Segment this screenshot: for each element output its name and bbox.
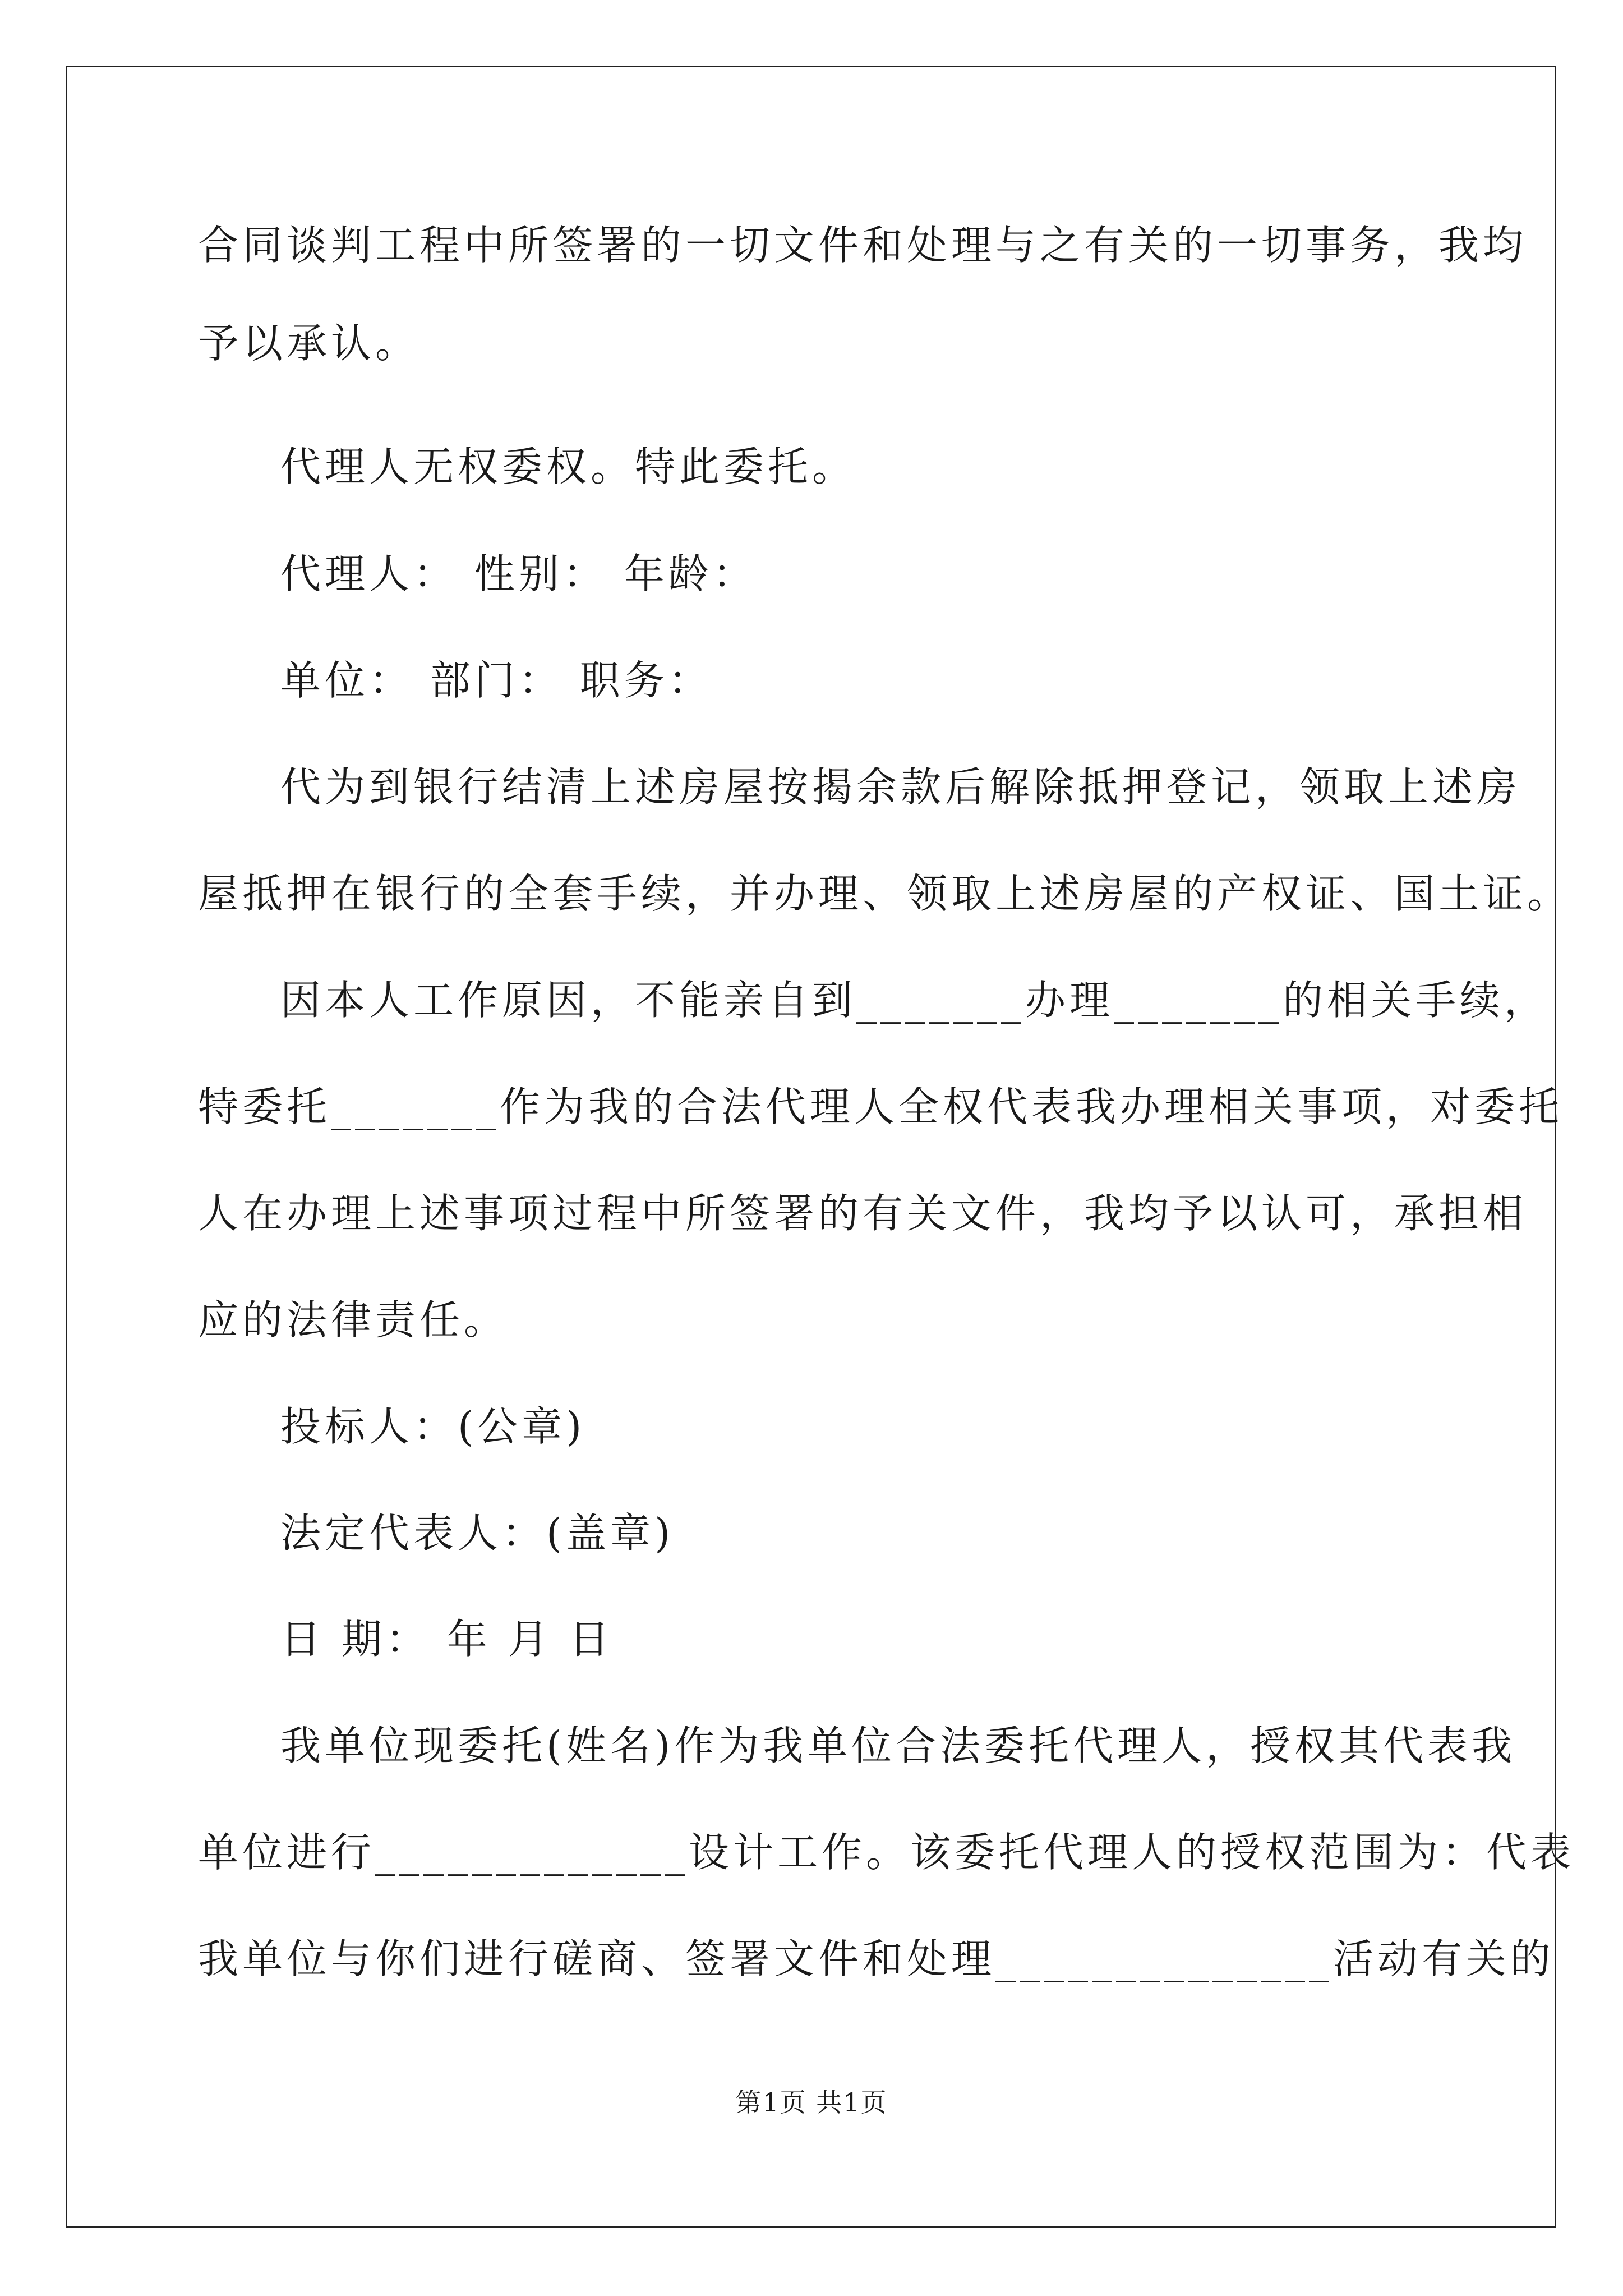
text-line: 屋抵押在银行的全套手续，并办理、领取上述房屋的产权证、国土证。	[198, 870, 1572, 917]
page-number-footer: 第1页 共1页	[735, 2087, 888, 2118]
text-line: 因本人工作原因，不能亲自到_______办理_______的相关手续，	[280, 977, 1549, 1024]
text-line: 单位： 部门： 职务：	[280, 657, 713, 704]
text-line: 单位进行_____________设计工作。该委托代理人的授权范围为：代表	[198, 1829, 1575, 1876]
text-line: 法定代表人：(盖章)	[280, 1510, 675, 1557]
text-line: 应的法律责任。	[198, 1296, 509, 1343]
text-line: 投标人：(公章)	[280, 1403, 586, 1450]
text-line: 特委托_______作为我的合法代理人全权代表我办理相关事项，对委托	[198, 1083, 1564, 1130]
text-line: 我单位现委托(姓名)作为我单位合法委托代理人，授权其代表我	[280, 1722, 1516, 1769]
page-border	[66, 66, 1556, 2228]
text-line: 合同谈判工程中所签署的一切文件和处理与之有关的一切事务，我均	[198, 222, 1528, 269]
text-line: 日 期： 年 月 日	[280, 1616, 614, 1663]
text-line: 人在办理上述事项过程中所签署的有关文件，我均予以认可，承担相	[198, 1190, 1528, 1237]
text-line: 代理人无权委权。特此委托。	[280, 443, 857, 490]
text-line: 予以承认。	[198, 320, 420, 367]
text-line: 代理人： 性别： 年龄：	[280, 550, 757, 597]
text-line: 代为到银行结清上述房屋按揭余款后解除抵押登记，领取上述房	[280, 763, 1521, 811]
text-line: 我单位与你们进行磋商、签署文件和处理______________活动有关的	[198, 1935, 1555, 1982]
